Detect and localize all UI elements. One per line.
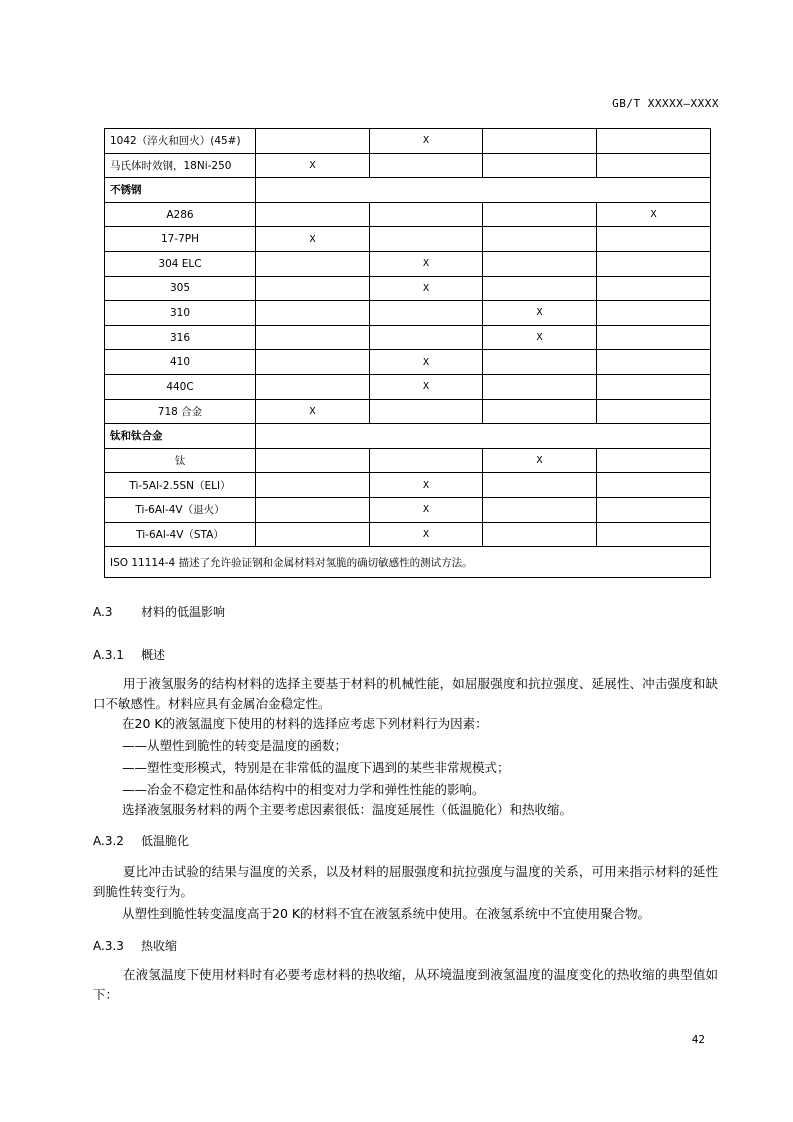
compatibility-cell: [256, 473, 370, 498]
material-name: 440C: [105, 374, 256, 399]
compatibility-cell: [597, 473, 711, 498]
compatibility-cell: [370, 153, 483, 178]
compatibility-cell: X: [256, 153, 370, 178]
compatibility-cell: X: [597, 202, 711, 227]
compatibility-cell: [256, 497, 370, 522]
section-title: 材料的低温影响: [141, 605, 226, 619]
section-title: 低温脆化: [141, 834, 190, 848]
material-name: Ti-6Al-4V（退火）: [105, 497, 256, 522]
compatibility-cell: [370, 301, 483, 326]
compatibility-cell: [370, 227, 483, 252]
list-item: ——冶金不稳定性和晶体结构中的相变对力学和弹性性能的影响。: [122, 782, 485, 797]
compatibility-cell: [256, 325, 370, 350]
empty-cell: [256, 424, 711, 449]
compatibility-cell: [483, 399, 597, 424]
table-row: [105, 522, 711, 547]
material-name: Ti-6Al-4V（STA）: [105, 522, 256, 547]
list-item: ——从塑性到脆性的转变是温度的函数；: [122, 738, 348, 753]
paragraph: 夏比冲击试验的结果与温度的关系，以及材料的屈服强度和抗拉强度与温度的关系，可用来指示材料的延性到脆性转变行为。: [93, 864, 718, 899]
paragraph: 用于液氢服务的结构材料的选择主要基于材料的机械性能，如屈服强度和抗拉强度、延展性、冲击强度和缺口不敏感性。材料应具有金属冶金稳定性。: [93, 676, 718, 711]
compatibility-cell: X: [370, 251, 483, 276]
compatibility-cell: X: [256, 227, 370, 252]
material-name: Ti-5Al-2.5SN（ELI）: [105, 473, 256, 498]
table-row: [105, 227, 711, 252]
table-row: [105, 448, 711, 473]
compatibility-cell: [370, 448, 483, 473]
section-a3-heading: [93, 603, 225, 620]
paragraph: 在20 K的液氢温度下使用的材料的选择应考虑下列材料行为因素：: [122, 716, 488, 731]
material-name: 17-7PH: [105, 227, 256, 252]
paragraph: 在液氢温度下使用材料时有必要考虑材料的热收缩，从环境温度到液氢温度的温度变化的热收缩的典型值如下：: [93, 967, 718, 1002]
compatibility-cell: [256, 129, 370, 154]
section-a31-heading: [93, 646, 165, 663]
page-number: 42: [691, 1033, 705, 1046]
table-row: [105, 202, 711, 227]
material-name: 316: [105, 325, 256, 350]
compatibility-cell: [597, 497, 711, 522]
compatibility-cell: X: [370, 350, 483, 375]
compatibility-cell: X: [370, 374, 483, 399]
table-row: [105, 301, 711, 326]
compatibility-cell: [597, 374, 711, 399]
compatibility-cell: [597, 301, 711, 326]
section-title: 概述: [141, 648, 166, 662]
compatibility-cell: [256, 202, 370, 227]
table-row: [105, 497, 711, 522]
compatibility-cell: [256, 276, 370, 301]
compatibility-cell: [483, 153, 597, 178]
compatibility-cell: [597, 448, 711, 473]
material-name: A286: [105, 202, 256, 227]
compatibility-cell: X: [483, 448, 597, 473]
section-number: A.3.3: [93, 939, 124, 953]
compatibility-cell: X: [483, 301, 597, 326]
table-row: [105, 399, 711, 424]
compatibility-cell: [483, 129, 597, 154]
table-row: [105, 153, 711, 178]
compatibility-cell: [597, 325, 711, 350]
compatibility-cell: X: [370, 473, 483, 498]
section-title: 热收缩: [141, 939, 178, 953]
compatibility-cell: [597, 276, 711, 301]
material-name: 305: [105, 276, 256, 301]
section-a33-heading: [93, 937, 177, 954]
compatibility-cell: [597, 129, 711, 154]
document-id: GB/T XXXXX—XXXX: [612, 97, 719, 110]
table-row: [105, 276, 711, 301]
section-label: 钛和钛合金: [105, 424, 256, 449]
compatibility-cell: X: [370, 497, 483, 522]
material-name: 310: [105, 301, 256, 326]
table-section-row: [105, 424, 711, 449]
section-a32-heading: [93, 832, 189, 849]
material-compatibility-table: [104, 128, 711, 578]
compatibility-cell: [597, 153, 711, 178]
section-label: 不锈钢: [105, 178, 256, 203]
compatibility-cell: [597, 251, 711, 276]
compatibility-cell: X: [370, 276, 483, 301]
table-row: [105, 325, 711, 350]
compatibility-cell: [597, 522, 711, 547]
compatibility-cell: [483, 350, 597, 375]
compatibility-cell: [256, 448, 370, 473]
table-row: [105, 129, 711, 154]
section-number: A.3.1: [93, 648, 124, 662]
material-name: 1042（淬火和回火）(45#): [105, 129, 256, 154]
table-note-row: [105, 547, 711, 578]
list-item: ——塑性变形模式，特别是在非常低的温度下遇到的某些非常规模式；: [122, 760, 510, 775]
compatibility-cell: [370, 202, 483, 227]
compatibility-cell: X: [370, 129, 483, 154]
compatibility-cell: [256, 522, 370, 547]
compatibility-cell: X: [483, 325, 597, 350]
section-number: A.3: [93, 605, 113, 619]
material-name: 马氏体时效钢，18Ni-250: [105, 153, 256, 178]
compatibility-cell: [483, 374, 597, 399]
table-row: [105, 251, 711, 276]
compatibility-cell: [256, 251, 370, 276]
table-row: [105, 473, 711, 498]
compatibility-cell: [483, 497, 597, 522]
compatibility-cell: [483, 522, 597, 547]
compatibility-cell: X: [370, 522, 483, 547]
compatibility-cell: [256, 374, 370, 399]
compatibility-cell: X: [256, 399, 370, 424]
section-number: A.3.2: [93, 834, 124, 848]
table-section-row: [105, 178, 711, 203]
table-note: ISO 11114-4 描述了允许验证钢和金属材料对氢脆的确切敏感性的测试方法。: [105, 547, 711, 578]
material-name: 718 合金: [105, 399, 256, 424]
compatibility-cell: [597, 399, 711, 424]
compatibility-cell: [256, 350, 370, 375]
table-row: [105, 374, 711, 399]
compatibility-cell: [483, 251, 597, 276]
material-name: 钛: [105, 448, 256, 473]
compatibility-cell: [256, 301, 370, 326]
compatibility-cell: [483, 227, 597, 252]
compatibility-cell: [370, 399, 483, 424]
compatibility-cell: [483, 473, 597, 498]
compatibility-cell: [483, 202, 597, 227]
paragraph: 从塑性到脆性转变温度高于20 K的材料不宜在液氢系统中使用。在液氢系统中不宜使用聚合物。: [122, 906, 651, 921]
material-name: 410: [105, 350, 256, 375]
compatibility-cell: [597, 227, 711, 252]
compatibility-cell: [597, 350, 711, 375]
empty-cell: [256, 178, 711, 203]
table-row: [105, 350, 711, 375]
paragraph: 选择液氢服务材料的两个主要考虑因素很低：温度延展性（低温脆化）和热收缩。: [122, 802, 573, 817]
compatibility-cell: [483, 276, 597, 301]
compatibility-cell: [370, 325, 483, 350]
material-name: 304 ELC: [105, 251, 256, 276]
